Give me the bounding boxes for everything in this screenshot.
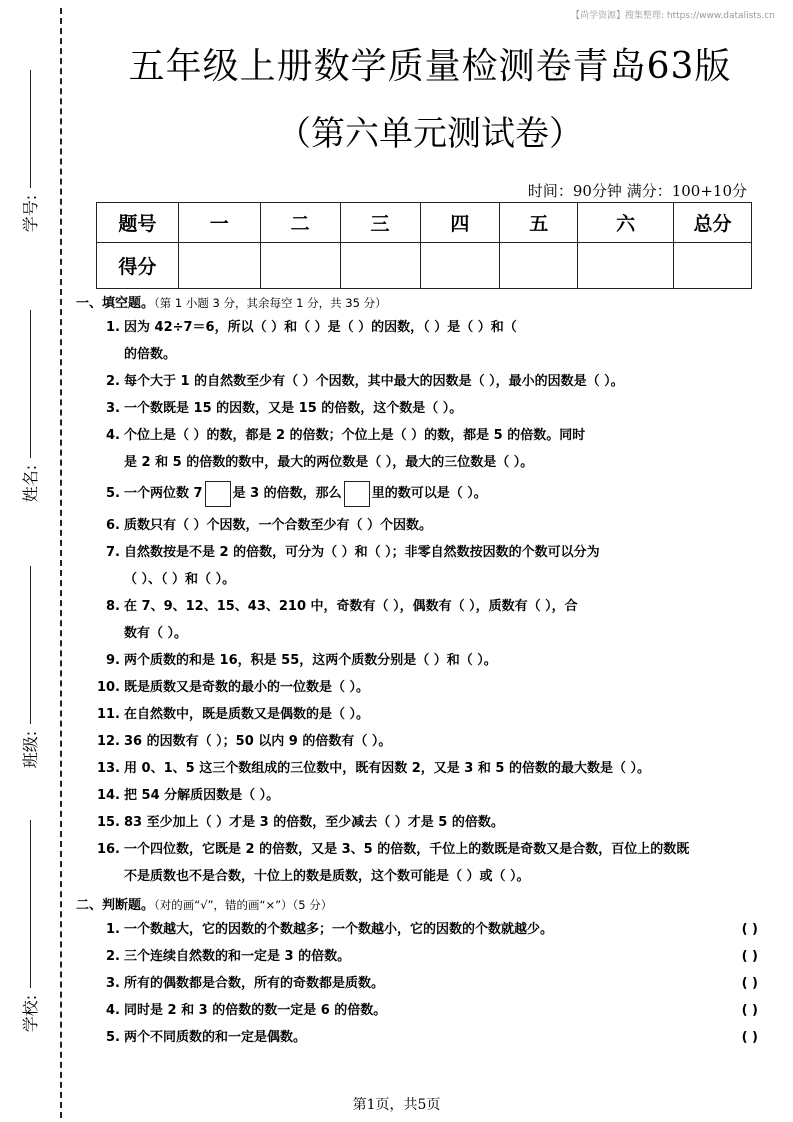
question-text: 两个不同质数的和一定是偶数。 [124, 1030, 307, 1045]
binding-label: 班级: [21, 730, 41, 769]
section-note: （第 1 小题 3 分，其余每空 1 分，共 35 分） [154, 296, 387, 310]
question-13 [76, 755, 768, 782]
question-text-part: 一个两位数 7 [124, 486, 203, 501]
question-8 [76, 593, 768, 620]
score-header-cell: 一 [178, 203, 260, 243]
score-table-score-row [97, 243, 752, 289]
question-text-part: 是 3 的倍数，那么 [232, 486, 342, 501]
judge-question-5 [76, 1024, 768, 1051]
score-table [96, 202, 752, 289]
question-text: 83 至少加上（ ）才是 3 的倍数，至少减去（ ）才是 5 的倍数。 [124, 815, 504, 830]
section-heading-fill-blank [76, 292, 768, 314]
score-header-cell: 题号 [97, 203, 179, 243]
judge-question-3 [76, 970, 768, 997]
question-number: 2. [106, 949, 120, 964]
question-number: 10. [96, 680, 120, 695]
question-number: 11. [96, 707, 120, 722]
binding-rule [30, 70, 31, 188]
question-text: 在自然数中，既是质数又是偶数的是（ ）。 [124, 707, 370, 722]
binding-dashed-line [60, 8, 62, 1118]
question-text: 所有的偶数都是合数，所有的奇数都是质数。 [124, 976, 385, 991]
score-header-cell: 三 [340, 203, 420, 243]
score-cell[interactable] [260, 243, 340, 289]
section-note: （对的画“√”，错的画“×”）（5 分） [154, 898, 333, 912]
question-9 [76, 647, 768, 674]
question-number: 7. [106, 545, 120, 560]
answer-parentheses[interactable]: ( ) [741, 1030, 758, 1045]
question-continuation: 数有（ ）。 [124, 626, 188, 641]
question-continuation: 不是质数也不是合数，十位上的数是质数，这个数可能是（ ）或（ ）。 [124, 869, 530, 884]
question-number: 12. [96, 734, 120, 749]
exam-content [76, 292, 768, 1051]
question-14 [76, 782, 768, 809]
question-5 [76, 476, 768, 512]
judge-question-1 [76, 916, 768, 943]
score-header-cell: 五 [500, 203, 578, 243]
score-cell[interactable] [340, 243, 420, 289]
score-cell[interactable] [674, 243, 752, 289]
score-row-label: 得分 [97, 243, 179, 289]
score-cell[interactable] [500, 243, 578, 289]
answer-parentheses[interactable]: ( ) [741, 976, 758, 991]
binding-field-school [8, 820, 52, 1033]
score-header-cell: 六 [578, 203, 674, 243]
section-heading-true-false [76, 894, 768, 916]
question-text: 36 的因数有（ ）；50 以内 9 的倍数有（ ）。 [124, 734, 392, 749]
question-text: 质数只有（ ）个因数，一个合数至少有（ ）个因数。 [124, 518, 433, 533]
question-2 [76, 368, 768, 395]
question-text: 用 0、1、5 这三个数组成的三位数中，既有因数 2，又是 3 和 5 的倍数的最大数是（ ）。 [124, 761, 650, 776]
section-title: 一、填空题。 [76, 296, 155, 311]
question-number: 16. [96, 842, 120, 857]
question-number: 3. [106, 976, 120, 991]
question-number: 5. [106, 1030, 120, 1045]
score-cell[interactable] [578, 243, 674, 289]
question-continuation: 是 2 和 5 的倍数的数中，最大的两位数是（ ），最大的三位数是（ ）。 [124, 455, 534, 470]
question-number: 8. [106, 599, 120, 614]
question-text-part: 里的数可以是（ ）。 [371, 486, 487, 501]
score-cell[interactable] [178, 243, 260, 289]
question-text: 两个质数的和是 16，积是 55，这两个质数分别是（ ）和（ ）。 [124, 653, 497, 668]
question-7 [76, 539, 768, 566]
page-title: 五年级上册数学质量检测卷青岛63版 [128, 46, 732, 87]
answer-parentheses[interactable]: ( ) [741, 1003, 758, 1018]
section-title: 二、判断题。 [76, 898, 155, 913]
question-3 [76, 395, 768, 422]
question-text: 一个数越大，它的因数的个数越多；一个数越小，它的因数的个数就越少。 [124, 922, 554, 937]
question-number: 9. [106, 653, 120, 668]
question-text: 一个四位数，它既是 2 的倍数，又是 3、5 的倍数，千位上的数既是奇数又是合数，百位上的数既 [124, 842, 690, 857]
question-1 [76, 314, 768, 341]
question-text: 自然数按是不是 2 的倍数，可分为（ ）和（ ）；非零自然数按因数的个数可以分为 [124, 545, 600, 560]
binding-field-name [8, 310, 52, 503]
question-10 [76, 674, 768, 701]
judge-question-2 [76, 943, 768, 970]
question-6 [76, 512, 768, 539]
question-number: 13. [96, 761, 120, 776]
question-number: 4. [106, 428, 120, 443]
question-number: 6. [106, 518, 120, 533]
question-text: 在 7、9、12、15、43、210 中，奇数有（ ），偶数有（ ），质数有（ ），合 [124, 599, 578, 614]
question-text: 一个数既是 15 的因数，又是 15 的倍数，这个数是（ ）。 [124, 401, 463, 416]
question-number: 15. [96, 815, 120, 830]
question-text: 把 54 分解质因数是（ ）。 [124, 788, 280, 803]
binding-field-class [8, 566, 52, 769]
question-4 [76, 422, 768, 449]
question-text: 个位上是（ ）的数，都是 2 的倍数；个位上是（ ）的数，都是 5 的倍数。同时 [124, 428, 586, 443]
page-footer: 第1页，共5页 [352, 1097, 441, 1113]
question-number: 3. [106, 401, 120, 416]
question-15 [76, 809, 768, 836]
binding-rule [30, 310, 31, 458]
binding-label: 学校: [21, 994, 41, 1033]
question-continuation: 的倍数。 [124, 347, 177, 362]
question-text: 每个大于 1 的自然数至少有（ ）个因数，其中最大的因数是（ ），最小的因数是（ ）。 [124, 374, 624, 389]
question-text [124, 476, 768, 512]
score-header-cell: 二 [260, 203, 340, 243]
question-number: 5. [106, 486, 120, 501]
question-number: 1. [106, 320, 120, 335]
question-text: 同时是 2 和 3 的倍数的数一定是 6 的倍数。 [124, 1003, 387, 1018]
question-number: 4. [106, 1003, 120, 1018]
question-number: 14. [96, 788, 120, 803]
binding-rule [30, 820, 31, 988]
answer-parentheses[interactable]: ( ) [741, 922, 758, 937]
question-11 [76, 701, 768, 728]
question-12 [76, 728, 768, 755]
score-header-cell: 总分 [674, 203, 752, 243]
question-16 [76, 836, 768, 863]
score-header-cell: 四 [420, 203, 500, 243]
question-number: 2. [106, 374, 120, 389]
binding-field-student-number [8, 70, 52, 233]
judge-question-4 [76, 997, 768, 1024]
binding-rule [30, 566, 31, 724]
answer-parentheses[interactable]: ( ) [741, 949, 758, 964]
question-number: 1. [106, 922, 120, 937]
question-continuation: （ ）、（ ）和（ ）。 [124, 572, 236, 587]
answer-box[interactable] [205, 481, 231, 507]
question-text: 既是质数又是奇数的最小的一位数是（ ）。 [124, 680, 370, 695]
watermark-text: 【尚学资源】搜集整理: https://www.datalists.cn [571, 11, 775, 21]
question-text: 因为 42÷7＝6，所以（ ）和（ ）是（ ）的因数，（ ）是（ ）和（ [124, 320, 517, 335]
score-cell[interactable] [420, 243, 500, 289]
answer-box[interactable] [344, 481, 370, 507]
page-subtitle: （第六单元测试卷） [277, 114, 583, 154]
binding-label: 学号: [21, 194, 41, 233]
binding-label: 姓名: [21, 464, 41, 503]
score-table-header-row [97, 203, 752, 243]
exam-meta: 时间：90分钟 满分：100+10分 [527, 182, 747, 200]
question-text: 三个连续自然数的和一定是 3 的倍数。 [124, 949, 351, 964]
